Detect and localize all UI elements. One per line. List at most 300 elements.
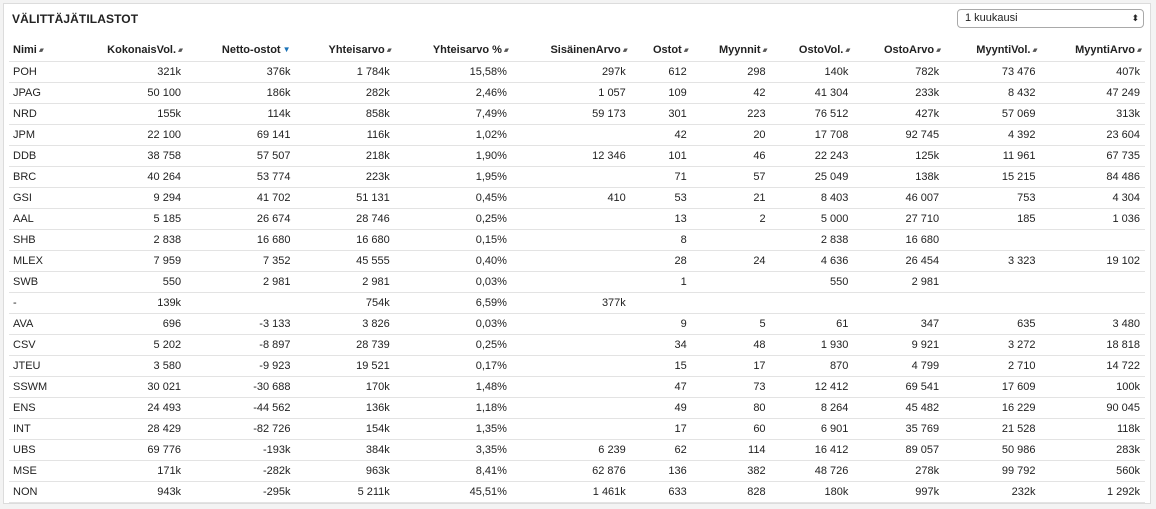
- table-cell: [512, 419, 631, 440]
- table-cell: -8 897: [186, 335, 295, 356]
- table-cell: 12 412: [771, 377, 854, 398]
- table-cell: 753: [944, 188, 1040, 209]
- table-cell: 118k: [1041, 419, 1145, 440]
- table-cell: 6 901: [771, 419, 854, 440]
- table-cell: 377k: [512, 293, 631, 314]
- broker-name-cell: JPM: [9, 125, 69, 146]
- table-cell: 171k: [69, 461, 186, 482]
- table-cell: 223: [692, 104, 771, 125]
- table-cell: [186, 293, 295, 314]
- table-cell: 19 102: [1041, 251, 1145, 272]
- table-cell: 5 185: [69, 209, 186, 230]
- table-row[interactable]: [9, 83, 1145, 104]
- table-cell: 9 921: [853, 335, 944, 356]
- column-header-label: SisäinenArvo: [550, 43, 621, 56]
- table-cell: 57 507: [186, 146, 295, 167]
- broker-name-cell: JPAG: [9, 83, 69, 104]
- table-cell: 828: [692, 482, 771, 503]
- table-cell: 782k: [853, 62, 944, 83]
- table-cell: 870: [771, 356, 854, 377]
- broker-name-cell: AVA: [9, 314, 69, 335]
- column-header-label: Yhteisarvo %: [432, 43, 502, 56]
- table-cell: 101: [631, 146, 692, 167]
- broker-stats-table: [9, 38, 1145, 503]
- sort-both-icon: ▴▾: [622, 46, 626, 54]
- table-cell: 9: [631, 314, 692, 335]
- table-cell: 53: [631, 188, 692, 209]
- column-header[interactable]: [186, 38, 295, 62]
- table-row[interactable]: [9, 377, 1145, 398]
- table-cell: 696: [69, 314, 186, 335]
- table-row[interactable]: [9, 146, 1145, 167]
- table-cell: 45,51%: [395, 482, 512, 503]
- table-cell: 0,03%: [395, 272, 512, 293]
- table-cell: 612: [631, 62, 692, 83]
- broker-stats-panel: [3, 3, 1151, 504]
- table-row[interactable]: [9, 335, 1145, 356]
- table-cell: 139k: [69, 293, 186, 314]
- table-cell: 5: [692, 314, 771, 335]
- table-cell: 2 981: [186, 272, 295, 293]
- table-cell: 62: [631, 440, 692, 461]
- table-cell: 1,95%: [395, 167, 512, 188]
- sort-both-icon: ▴▾: [178, 46, 182, 54]
- sort-both-icon: ▴▾: [936, 46, 940, 54]
- sort-both-icon: ▴▾: [1136, 46, 1140, 54]
- column-header-label: OstoArvo: [883, 43, 935, 56]
- table-row[interactable]: [9, 419, 1145, 440]
- table-cell: 4 636: [771, 251, 854, 272]
- table-cell: 60: [692, 419, 771, 440]
- column-header-label: Netto-ostot: [221, 43, 281, 56]
- broker-name-cell: GSI: [9, 188, 69, 209]
- table-cell: -193k: [186, 440, 295, 461]
- sort-both-icon: ▴▾: [503, 46, 507, 54]
- table-cell: 69 776: [69, 440, 186, 461]
- table-cell: 69 541: [853, 377, 944, 398]
- table-cell: [771, 293, 854, 314]
- table-cell: 27 710: [853, 209, 944, 230]
- table-cell: 61: [771, 314, 854, 335]
- column-header[interactable]: [296, 38, 395, 62]
- table-cell: 11 961: [944, 146, 1040, 167]
- table-cell: 376k: [186, 62, 295, 83]
- column-header[interactable]: [69, 38, 186, 62]
- table-cell: 42: [692, 83, 771, 104]
- table-row[interactable]: [9, 272, 1145, 293]
- table-cell: 550: [771, 272, 854, 293]
- table-cell: 3 480: [1041, 314, 1145, 335]
- table-cell: 30 021: [69, 377, 186, 398]
- broker-name-cell: JTEU: [9, 356, 69, 377]
- table-row[interactable]: [9, 188, 1145, 209]
- table-cell: 1 461k: [512, 482, 631, 503]
- table-cell: 15,58%: [395, 62, 512, 83]
- table-cell: 5 000: [771, 209, 854, 230]
- table-cell: 41 702: [186, 188, 295, 209]
- column-header-label: MyyntiVol.: [976, 43, 1031, 56]
- table-cell: 8,41%: [395, 461, 512, 482]
- table-cell: 45 555: [296, 251, 395, 272]
- table-cell: 3 272: [944, 335, 1040, 356]
- table-cell: 382: [692, 461, 771, 482]
- table-cell: 4 392: [944, 125, 1040, 146]
- table-cell: 35 769: [853, 419, 944, 440]
- table-cell: [512, 272, 631, 293]
- table-cell: 633: [631, 482, 692, 503]
- table-cell: 41 304: [771, 83, 854, 104]
- table-cell: 92 745: [853, 125, 944, 146]
- table-cell: 19 521: [296, 356, 395, 377]
- table-cell: 51 131: [296, 188, 395, 209]
- table-cell: 46 007: [853, 188, 944, 209]
- table-cell: 25 049: [771, 167, 854, 188]
- table-cell: 22 243: [771, 146, 854, 167]
- table-cell: 138k: [853, 167, 944, 188]
- table-cell: 384k: [296, 440, 395, 461]
- table-cell: 16 680: [853, 230, 944, 251]
- table-cell: [512, 167, 631, 188]
- table-cell: 57 069: [944, 104, 1040, 125]
- broker-name-cell: NRD: [9, 104, 69, 125]
- table-cell: 3 826: [296, 314, 395, 335]
- table-cell: 71: [631, 167, 692, 188]
- table-cell: 0,15%: [395, 230, 512, 251]
- table-cell: 1,90%: [395, 146, 512, 167]
- table-cell: 0,40%: [395, 251, 512, 272]
- table-cell: [1041, 272, 1145, 293]
- table-cell: 21: [692, 188, 771, 209]
- broker-name-cell: POH: [9, 62, 69, 83]
- table-cell: 7 959: [69, 251, 186, 272]
- table-cell: 73: [692, 377, 771, 398]
- table-cell: 9 294: [69, 188, 186, 209]
- table-cell: [692, 272, 771, 293]
- table-cell: [1041, 230, 1145, 251]
- table-cell: -30 688: [186, 377, 295, 398]
- table-cell: 8 432: [944, 83, 1040, 104]
- table-cell: 2 838: [69, 230, 186, 251]
- column-header-label: Myynnit: [718, 43, 761, 56]
- table-cell: 76 512: [771, 104, 854, 125]
- table-cell: 17: [692, 356, 771, 377]
- column-header[interactable]: [512, 38, 631, 62]
- table-cell: 16 412: [771, 440, 854, 461]
- table-cell: 49: [631, 398, 692, 419]
- table-cell: 8 403: [771, 188, 854, 209]
- table-cell: 8: [631, 230, 692, 251]
- table-cell: 1,02%: [395, 125, 512, 146]
- table-cell: 73 476: [944, 62, 1040, 83]
- table-cell: 298: [692, 62, 771, 83]
- table-cell: 21 528: [944, 419, 1040, 440]
- table-cell: 1 784k: [296, 62, 395, 83]
- table-cell: 154k: [296, 419, 395, 440]
- table-cell: 18 818: [1041, 335, 1145, 356]
- broker-name-cell: SSWM: [9, 377, 69, 398]
- broker-name-cell: DDB: [9, 146, 69, 167]
- table-cell: 155k: [69, 104, 186, 125]
- table-cell: 16 680: [186, 230, 295, 251]
- table-row[interactable]: [9, 461, 1145, 482]
- column-header-label: Yhteisarvo: [328, 43, 385, 56]
- table-cell: 16 680: [296, 230, 395, 251]
- table-cell: 297k: [512, 62, 631, 83]
- table-cell: 67 735: [1041, 146, 1145, 167]
- table-cell: [692, 230, 771, 251]
- table-cell: [512, 230, 631, 251]
- table-cell: 1,18%: [395, 398, 512, 419]
- table-cell: -9 923: [186, 356, 295, 377]
- table-cell: 90 045: [1041, 398, 1145, 419]
- table-cell: 7 352: [186, 251, 295, 272]
- period-select-value: 1 kuukausi: [965, 12, 1018, 24]
- table-cell: 997k: [853, 482, 944, 503]
- panel-header: [4, 4, 1150, 33]
- table-cell: 232k: [944, 482, 1040, 503]
- broker-name-cell: SHB: [9, 230, 69, 251]
- table-cell: 0,25%: [395, 209, 512, 230]
- table-cell: 321k: [69, 62, 186, 83]
- table-cell: -282k: [186, 461, 295, 482]
- table-cell: 28: [631, 251, 692, 272]
- panel-title: VÄLITTÄJÄTILASTOT: [12, 12, 139, 26]
- table-cell: 858k: [296, 104, 395, 125]
- table-cell: [512, 398, 631, 419]
- sort-both-icon: ▴▾: [845, 46, 849, 54]
- broker-name-cell: SWB: [9, 272, 69, 293]
- table-cell: [944, 272, 1040, 293]
- table-cell: 26 674: [186, 209, 295, 230]
- broker-name-cell: MLEX: [9, 251, 69, 272]
- table-cell: [853, 293, 944, 314]
- table-cell: [512, 335, 631, 356]
- table-cell: -44 562: [186, 398, 295, 419]
- table-cell: 5 202: [69, 335, 186, 356]
- broker-name-cell: MSE: [9, 461, 69, 482]
- column-header[interactable]: [771, 38, 854, 62]
- table-cell: 0,25%: [395, 335, 512, 356]
- broker-name-cell: UBS: [9, 440, 69, 461]
- table-cell: [512, 314, 631, 335]
- table-header-row: [9, 38, 1145, 62]
- table-row[interactable]: [9, 293, 1145, 314]
- broker-name-cell: AAL: [9, 209, 69, 230]
- table-cell: 34: [631, 335, 692, 356]
- table-cell: 38 758: [69, 146, 186, 167]
- table-cell: 0,17%: [395, 356, 512, 377]
- table-cell: 24 493: [69, 398, 186, 419]
- table-cell: 347: [853, 314, 944, 335]
- table-cell: 1 292k: [1041, 482, 1145, 503]
- table-cell: 42: [631, 125, 692, 146]
- table-cell: 2 981: [853, 272, 944, 293]
- table-cell: 223k: [296, 167, 395, 188]
- sort-both-icon: ▴▾: [762, 46, 766, 54]
- table-cell: 47 249: [1041, 83, 1145, 104]
- table-cell: 89 057: [853, 440, 944, 461]
- table-cell: 57: [692, 167, 771, 188]
- table-cell: 45 482: [853, 398, 944, 419]
- table-cell: 2 981: [296, 272, 395, 293]
- sort-both-icon: ▴▾: [386, 46, 390, 54]
- table-cell: 125k: [853, 146, 944, 167]
- table-cell: [944, 293, 1040, 314]
- table-cell: 50 100: [69, 83, 186, 104]
- table-cell: 282k: [296, 83, 395, 104]
- table-cell: 80: [692, 398, 771, 419]
- table-cell: 301: [631, 104, 692, 125]
- table-cell: 180k: [771, 482, 854, 503]
- table-cell: 116k: [296, 125, 395, 146]
- table-cell: 136k: [296, 398, 395, 419]
- table-cell: 53 774: [186, 167, 295, 188]
- table-row[interactable]: [9, 209, 1145, 230]
- period-select[interactable]: [957, 9, 1144, 28]
- table-cell: 26 454: [853, 251, 944, 272]
- table-row[interactable]: [9, 104, 1145, 125]
- table-cell: 12 346: [512, 146, 631, 167]
- table-cell: 99 792: [944, 461, 1040, 482]
- table-cell: 1 057: [512, 83, 631, 104]
- table-cell: [512, 125, 631, 146]
- table-cell: [631, 293, 692, 314]
- column-header[interactable]: [944, 38, 1040, 62]
- table-cell: 4 799: [853, 356, 944, 377]
- table-row[interactable]: [9, 125, 1145, 146]
- table-cell: 233k: [853, 83, 944, 104]
- table-cell: 6 239: [512, 440, 631, 461]
- table-cell: 943k: [69, 482, 186, 503]
- table-cell: 136: [631, 461, 692, 482]
- table-row[interactable]: [9, 251, 1145, 272]
- table-cell: 62 876: [512, 461, 631, 482]
- table-cell: 17 609: [944, 377, 1040, 398]
- table-body: [9, 62, 1145, 503]
- table-cell: 28 739: [296, 335, 395, 356]
- column-header-label: OstoVol.: [798, 43, 844, 56]
- column-header[interactable]: [9, 38, 69, 62]
- table-cell: 17: [631, 419, 692, 440]
- sort-desc-icon: ▼: [282, 44, 291, 54]
- table-cell: -3 133: [186, 314, 295, 335]
- sort-both-icon: ▴▾: [683, 46, 687, 54]
- table-row[interactable]: [9, 314, 1145, 335]
- table-cell: 754k: [296, 293, 395, 314]
- table-cell: 48 726: [771, 461, 854, 482]
- table-cell: [1041, 293, 1145, 314]
- table-cell: 427k: [853, 104, 944, 125]
- table-cell: 109: [631, 83, 692, 104]
- table-row[interactable]: [9, 62, 1145, 83]
- table-cell: 16 229: [944, 398, 1040, 419]
- table-cell: 22 100: [69, 125, 186, 146]
- table-cell: 3 323: [944, 251, 1040, 272]
- table-cell: 1: [631, 272, 692, 293]
- select-arrows-icon: ⬍: [1131, 13, 1139, 23]
- table-cell: 186k: [186, 83, 295, 104]
- table-cell: 635: [944, 314, 1040, 335]
- table-cell: 28 429: [69, 419, 186, 440]
- broker-name-cell: NON: [9, 482, 69, 503]
- table-cell: 48: [692, 335, 771, 356]
- column-header[interactable]: [853, 38, 944, 62]
- table-cell: -295k: [186, 482, 295, 503]
- table-cell: 8 264: [771, 398, 854, 419]
- table-cell: 24: [692, 251, 771, 272]
- table-cell: 2 710: [944, 356, 1040, 377]
- table-row[interactable]: [9, 482, 1145, 503]
- table-cell: 69 141: [186, 125, 295, 146]
- table-cell: 185: [944, 209, 1040, 230]
- column-header[interactable]: [631, 38, 692, 62]
- broker-name-cell: -: [9, 293, 69, 314]
- table-cell: 84 486: [1041, 167, 1145, 188]
- column-header-label: MyyntiArvo: [1075, 43, 1135, 56]
- broker-name-cell: CSV: [9, 335, 69, 356]
- table-cell: 23 604: [1041, 125, 1145, 146]
- broker-name-cell: INT: [9, 419, 69, 440]
- table-cell: 218k: [296, 146, 395, 167]
- table-cell: 28 746: [296, 209, 395, 230]
- table-cell: 0,03%: [395, 314, 512, 335]
- table-cell: 2,46%: [395, 83, 512, 104]
- sort-both-icon: ▴▾: [1032, 46, 1036, 54]
- table-cell: 313k: [1041, 104, 1145, 125]
- table-row[interactable]: [9, 440, 1145, 461]
- column-header[interactable]: [1041, 38, 1145, 62]
- column-header[interactable]: [692, 38, 771, 62]
- table-row[interactable]: [9, 167, 1145, 188]
- table-cell: 47: [631, 377, 692, 398]
- table-cell: 140k: [771, 62, 854, 83]
- table-cell: 963k: [296, 461, 395, 482]
- table-row[interactable]: [9, 398, 1145, 419]
- table-cell: 407k: [1041, 62, 1145, 83]
- table-cell: 15: [631, 356, 692, 377]
- table-cell: [944, 230, 1040, 251]
- table-cell: 283k: [1041, 440, 1145, 461]
- table-cell: 17 708: [771, 125, 854, 146]
- table-cell: 2 838: [771, 230, 854, 251]
- table-cell: 14 722: [1041, 356, 1145, 377]
- table-cell: 15 215: [944, 167, 1040, 188]
- table-cell: [512, 377, 631, 398]
- table-cell: 550: [69, 272, 186, 293]
- column-header[interactable]: [395, 38, 512, 62]
- table-cell: [512, 209, 631, 230]
- table-cell: -82 726: [186, 419, 295, 440]
- table-cell: [512, 251, 631, 272]
- table-cell: 59 173: [512, 104, 631, 125]
- table-cell: 5 211k: [296, 482, 395, 503]
- table-cell: 560k: [1041, 461, 1145, 482]
- broker-name-cell: BRC: [9, 167, 69, 188]
- table-cell: 1 930: [771, 335, 854, 356]
- column-header-label: KokonaisVol.: [107, 43, 177, 56]
- table-cell: 3,35%: [395, 440, 512, 461]
- table-cell: 100k: [1041, 377, 1145, 398]
- table-row[interactable]: [9, 356, 1145, 377]
- table-cell: 50 986: [944, 440, 1040, 461]
- table-cell: 4 304: [1041, 188, 1145, 209]
- table-row[interactable]: [9, 230, 1145, 251]
- table-cell: 170k: [296, 377, 395, 398]
- table-cell: 1,48%: [395, 377, 512, 398]
- broker-name-cell: ENS: [9, 398, 69, 419]
- table-cell: 13: [631, 209, 692, 230]
- table-cell: [692, 293, 771, 314]
